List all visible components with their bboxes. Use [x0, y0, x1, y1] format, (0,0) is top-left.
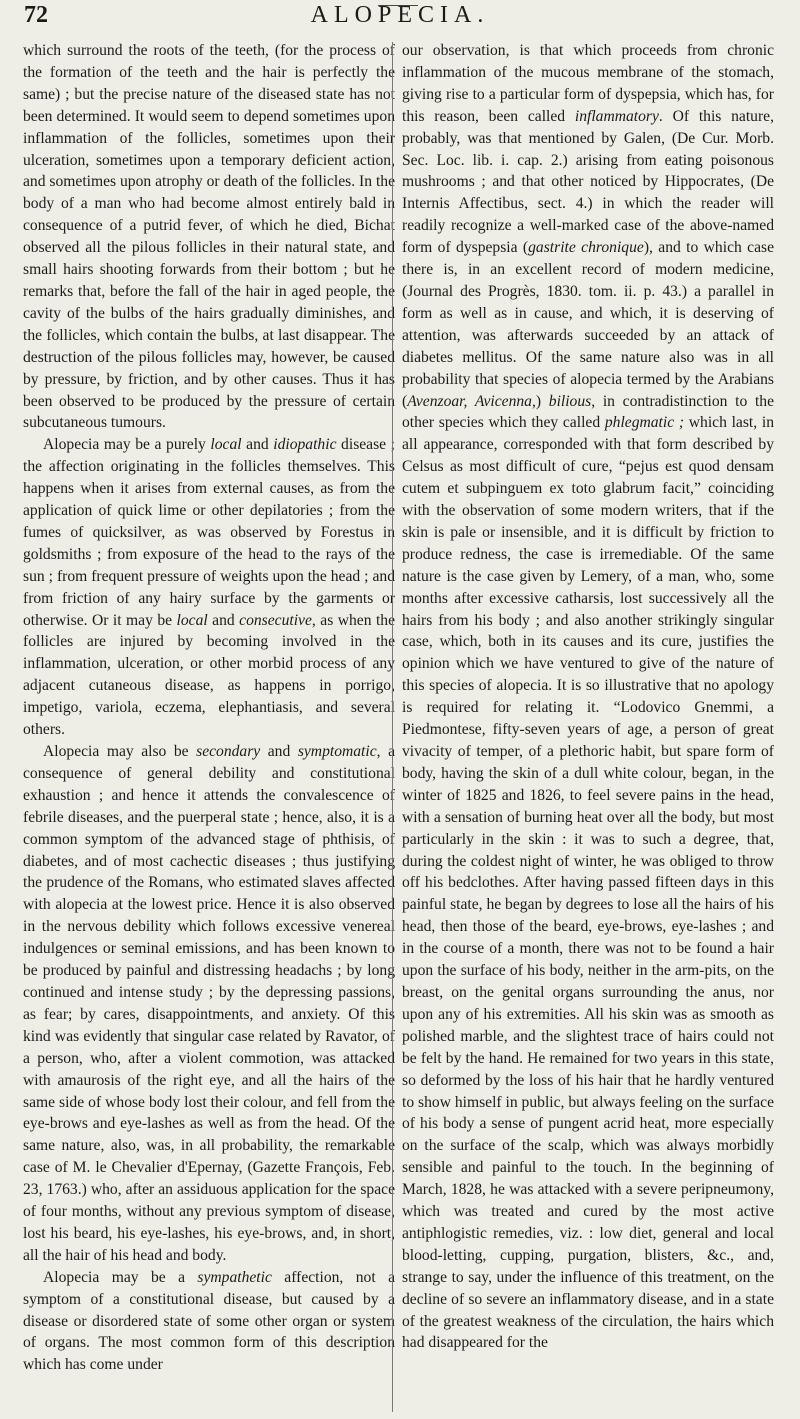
column-divider [392, 42, 393, 1412]
paragraph: Alopecia may be a sympathetic affection, not a symptom of a constitutional disease, but caused by a disease or disordered state of some other organ or system of organs. The most common form of this description which has come under [23, 1268, 395, 1374]
left-column [23, 40, 395, 1376]
paragraph: Alopecia may also be secondary and symptomatic, a consequence of general debility and constitutional exhaustion ; and hence it attends the convalescence of febrile diseases, and the puerperal state ; hence, also, it is a common symptom of the advanced stage of phthisis, of diabetes, and of most cachectic diseases ; thus justifying the prudence of the Romans, who estimated slaves affected with alopecia at the lowest price. Hence it is also observed in the nervous debility which follows excessive venereal indulgences or seminal emissions, and has been known to be produced by painful and distressing headachs ; by long continued and intense study ; by the depressing passions, as fear; by cares, disappointments, and anxiety. Of this kind was evidently that singular case related by Ravator, of a person, who, after a violent commotion, was attacked with amaurosis of the right eye, and all the hairs of the same side of whose body lost their colour, and fell from the eye-brows and eye-lashes as well as from the head. Of the same nature, also, was, in all probability, the remarkable case of M. le Chevalier d'Epernay, (Gazette François, Feb. 23, 1763.) who, after an assiduous application for the space of four months, without any previous symptom of disease, lost his beard, his eye-lashes, his eye-brows, and, in short, all the hair of his head and body. [23, 743, 395, 1264]
running-head: ALOPECIA. [310, 2, 490, 28]
paragraph: which surround the roots of the teeth, (for the process of the formation of the teeth and the hair is perfectly the same) ; but the precise nature of the diseased state has not been determined. It would seem to depend sometimes upon inflammation of the follicles, sometimes upon their ulceration, sometimes upon a temporary deficient action, and sometimes upon atrophy or death of the follicles. In the body of a man who had become almost entirely bald in consequence of a putrid fever, of which he died, Bichat observed all the pilous follicles in their natural state, and small hairs shooting forwards from their bottom ; but he remarks that, before the fall of the hair in aged people, the cavity of the bulbs of the hairs gradually diminishes, and the follicles, which contain the bulbs, at last disappear. The destruction of the pilous follicles may, however, be caused by pressure, by friction, and by other causes. Thus it has been observed to be produced by the pressure of certain subcutaneous tumours. [23, 42, 395, 432]
paragraph: our observation, is that which proceeds from chronic inflammation of the mucous membrane of the stomach, giving rise to a particular form of dyspepsia, which has, for this reason, been called inflammatory. Of this nature, probably, was that mentioned by Galen, (De Cur. Morb. Sec. Loc. lib. i. cap. 2.) arising from eating poisonous mushrooms ; and that other noticed by Hippocrates, (De Internis Affectibus, sect. 4.) in which the reader will readily recognize a well-marked case of the above-named form of dyspepsia (gastrite chronique), and to which case there is, in an excellent record of modern medicine, (Journal des Progrès, 1830. tom. ii. p. 43.) a parallel in form as well as in cause, and which, it is deserving of attention, was afterwards succeeded by an attack of diabetes mellitus. Of the same nature also was in all probability that species of alopecia termed by the Arabians (Avenzoar, Avicenna,) bilious, in contradistinction to the other species which they called phlegmatic ; which last, in all appearance, corresponded with that form described by Celsus as most difficult of cure, “pejus est quod densam cutem et subpinguem ex toto glabrum facit,” coinciding with the observation of some modern writers, that if the skin is pale or insensible, and it is difficult by friction to produce redness, the case is irremediable. Of the same nature is the case given by Lemery, of a man, who, some months after excessive catharsis, lost successively all the hairs from his body ; and also another strikingly singular case, which, both in its causes and its cure, justifies the opinion which we have ventured to give of the nature of this species of alopecia. It is so illustrative that no apology is required for relating it. “Lodovico Gnemmi, a Piedmontese, fifty-seven years of age, a person of great vivacity of temper, of a plethoric habit, but spare form of body, having the skin of a dull white colour, began, in the winter of 1825 and 1826, to feel severe pains in the head, with a sensation of burning heat over all the body, but most particularly in the skin : it was to such a degree, that, during the coldest night of winter, he was obliged to throw off his bedclothes. After having passed fifteen days in this painful state, he began by degrees to lose all the hairs of his head, then those of the beard, eye-brows, eye-lashes ; and in the course of a month, there was not to be found a hair upon the surface of his body, neither in the arm-pits, on the breast, on the genital organs surrounding the anus, nor upon any of his extremities. All his skin was as smooth as polished marble, and the slightest trace of hairs could not be felt by the hand. He remained for two years in this state, so deformed by the loss of his hair that he hardly ventured to show himself in public, but always feeling on the surface of his body a sense of pungent acrid heat, more especially on the surface of the scalp, which was always morbidly sensible and painful to the touch. In the beginning of March, 1828, he was attacked with a severe peripneumony, which was treated and cured by the most active antiphlogistic remedies, viz. : low diet, general and local blood-letting, cupping, purgation, blisters, &c., and, strange to say, under the influence of this treatment, on the decline of so severe an inflammatory disease, and in a state of the greatest weakness of the circulation, the hairs which had disappeared for the [402, 42, 775, 1352]
right-column [402, 40, 774, 1354]
paragraph: Alopecia may be a purely local and idiopathic disease ; the affection originating in the follicles themselves. This happens when it arises from external causes, as from the application of quick lime or other depilatories ; from the fumes of quicksilver, as was observed by Forestus in goldsmiths ; from exposure of the head to the rays of the sun ; from frequent pressure of weights upon the head ; and from friction of any hairy surface by the garments or otherwise. Or it may be local and consecutive, as when the follicles are injured by becoming involved in the inflammation, ulceration, or other morbid process of any adjacent cutaneous disease, as happens in porrigo, impetigo, variola, eczema, elephantiasis, and several others. [23, 436, 396, 739]
page-number: 72 [24, 2, 48, 28]
